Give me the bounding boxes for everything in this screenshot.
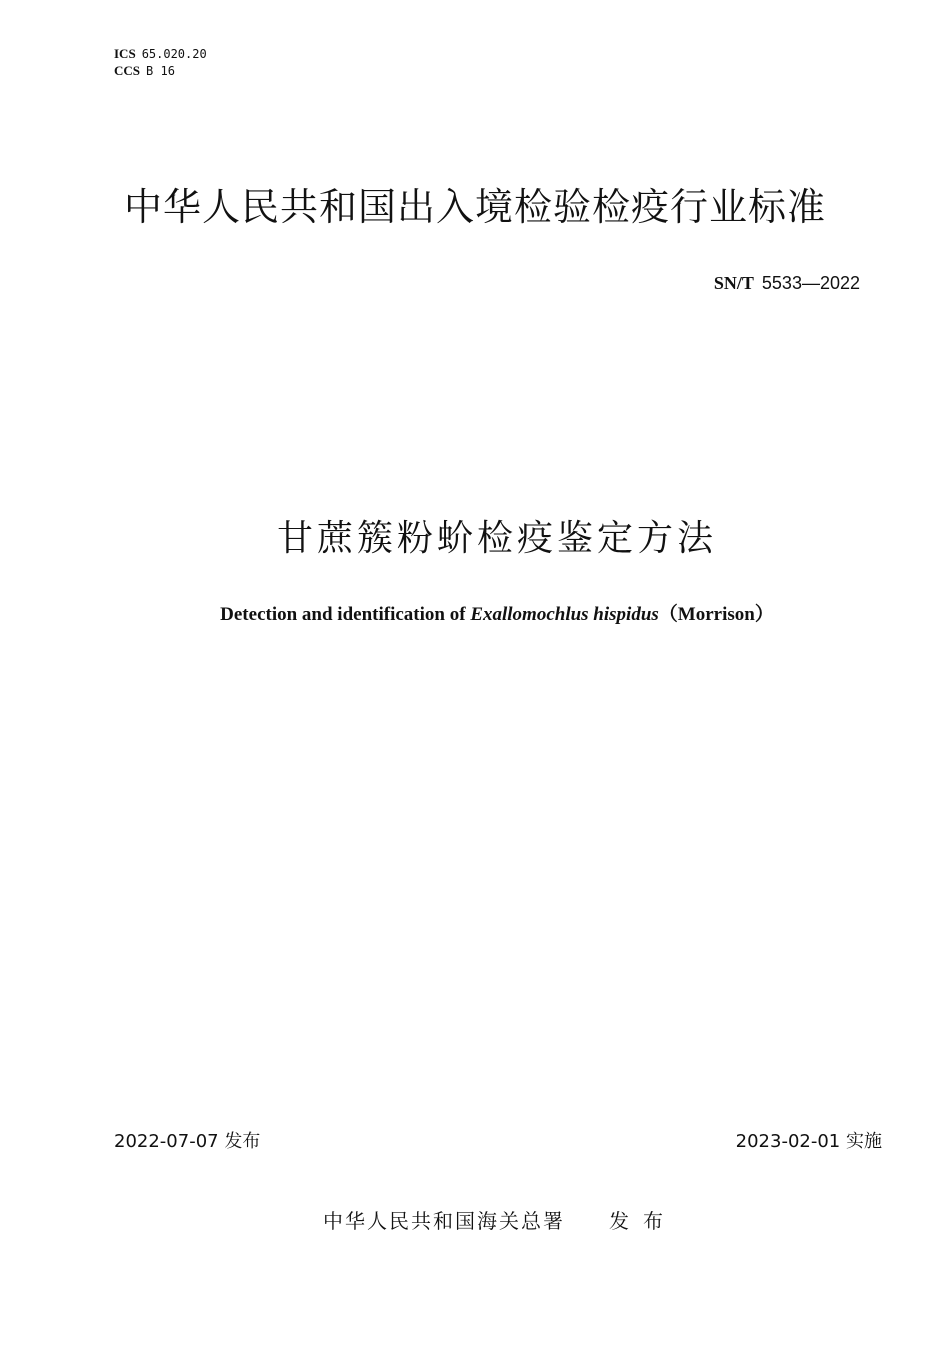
publisher-line (0, 1208, 950, 1234)
publisher-action: 发布 (609, 1209, 677, 1233)
ics-code (114, 46, 207, 63)
ccs-value: B 16 (146, 64, 175, 78)
english-title-species: Exallomochlus hispidus (470, 604, 659, 625)
publisher-organization: 中华人民共和国海关总署 (323, 1209, 565, 1233)
ics-value: 65.020.20 (141, 47, 207, 61)
ccs-label: CCS (114, 63, 141, 78)
standard-number-prefix: SN/T (713, 273, 754, 293)
document-title: 甘蔗簇粉蚧检疫鉴定方法 (276, 518, 717, 559)
english-title-authority: （Morrison） (658, 604, 774, 625)
issue-date: 2022-07-07 发布 (114, 1131, 261, 1152)
standard-category-title: 中华人民共和国出入境检验检疫行业标准 (123, 185, 826, 229)
standard-number-value: 5533—2022 (761, 273, 860, 293)
ics-label: ICS (114, 46, 136, 61)
implementation-date: 2023-02-01 实施 (735, 1131, 882, 1152)
classification-codes (114, 46, 207, 80)
standard-number (714, 272, 860, 295)
english-title-lead: Detection and identification of (220, 604, 471, 625)
english-title (0, 603, 950, 627)
ccs-code (114, 63, 207, 80)
